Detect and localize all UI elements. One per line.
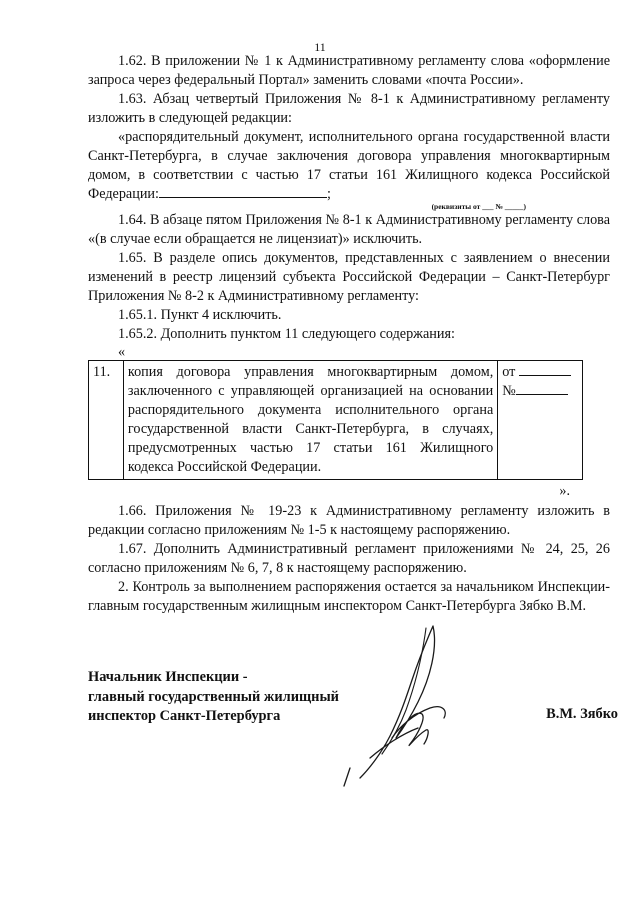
opening-quote: « (118, 344, 126, 360)
table-item-text: копия договора управления многоквартирным домом, заключенного с управляющей организацией на основании распорядительного документа исполнительного органа государственной власти Санкт-Петербурга, в случаях, предусмотренных частью 17 статьи 161 Жилищного кодекса Российской Федерации. (123, 361, 497, 480)
table-item-reference (498, 361, 583, 480)
table-row (89, 361, 583, 480)
document-body (88, 52, 610, 616)
ref-number-line: № (502, 382, 578, 401)
signatory-name: В.М. Зябко (546, 706, 618, 722)
quote-text: «распорядительный документ, исполнительного органа государственной власти Санкт-Петербурга, в случае заключения договора управления многоквартирным домом, в соответствии с частью 17 статьи 161 Жилищного кодекса Российской Федерации: (88, 129, 610, 202)
handwritten-signature (330, 618, 480, 788)
fill-in-blank (159, 185, 327, 198)
signatory-line-3: инспектор Санкт-Петербурга (88, 708, 281, 724)
paragraph-1-65-1: 1.65.1. Пункт 4 исключить. (118, 307, 282, 323)
ref-from-line: от (502, 363, 578, 382)
paragraph-2: 2. Контроль за выполнением распоряжения остается за начальником Инспекции-главным государственным жилищным инспектором Санкт-Петербурга Зябко В.М. (88, 579, 610, 614)
closing-quote: ». (559, 483, 570, 499)
paragraph-1-63: 1.63. Абзац четвертый Приложения № 8-1 к Административному регламенту изложить в следующей редакции: (88, 91, 610, 126)
paragraph-1-65-2: 1.65.2. Дополнить пунктом 11 следующего содержания: (118, 326, 455, 342)
paragraph-1-64: 1.64. В абзаце пятом Приложения № 8-1 к Административному регламенту слова «(в случае если обращается не лицензиат)» исключить. (88, 212, 610, 247)
table-item-number: 11. (89, 361, 124, 480)
signatory-line-1: Начальник Инспекции - (88, 669, 248, 685)
inventory-table (88, 360, 583, 480)
signatory-title (88, 668, 339, 727)
quote-end: ; (326, 186, 331, 202)
requisites-caption: (реквизиты от ___ № _____) (431, 202, 526, 211)
page-number: 11 (314, 40, 326, 54)
paragraph-1-62: 1.62. В приложении № 1 к Административному регламенту слова «оформление запроса через федеральный Портал» заменить словами «почта России». (88, 53, 610, 88)
paragraph-1-67: 1.67. Дополнить Административный регламент приложениями № 24, 25, 26 согласно приложениям № 6, 7, 8 к настоящему распоряжению. (88, 541, 610, 576)
signatory-line-2: главный государственный жилищный (88, 688, 339, 705)
paragraph-1-63-quote (88, 128, 610, 204)
paragraph-1-65: 1.65. В разделе опись документов, представленных с заявлением о внесении изменений в реестр лицензий субъекта Российской Федерации – Санкт-Петербург Приложения № 8-2 к Административному регламенту: (88, 250, 610, 304)
paragraph-1-66: 1.66. Приложения № 19-23 к Административному регламенту изложить в редакции согласно приложениям № 1-5 к настоящему распоряжению. (88, 503, 610, 538)
